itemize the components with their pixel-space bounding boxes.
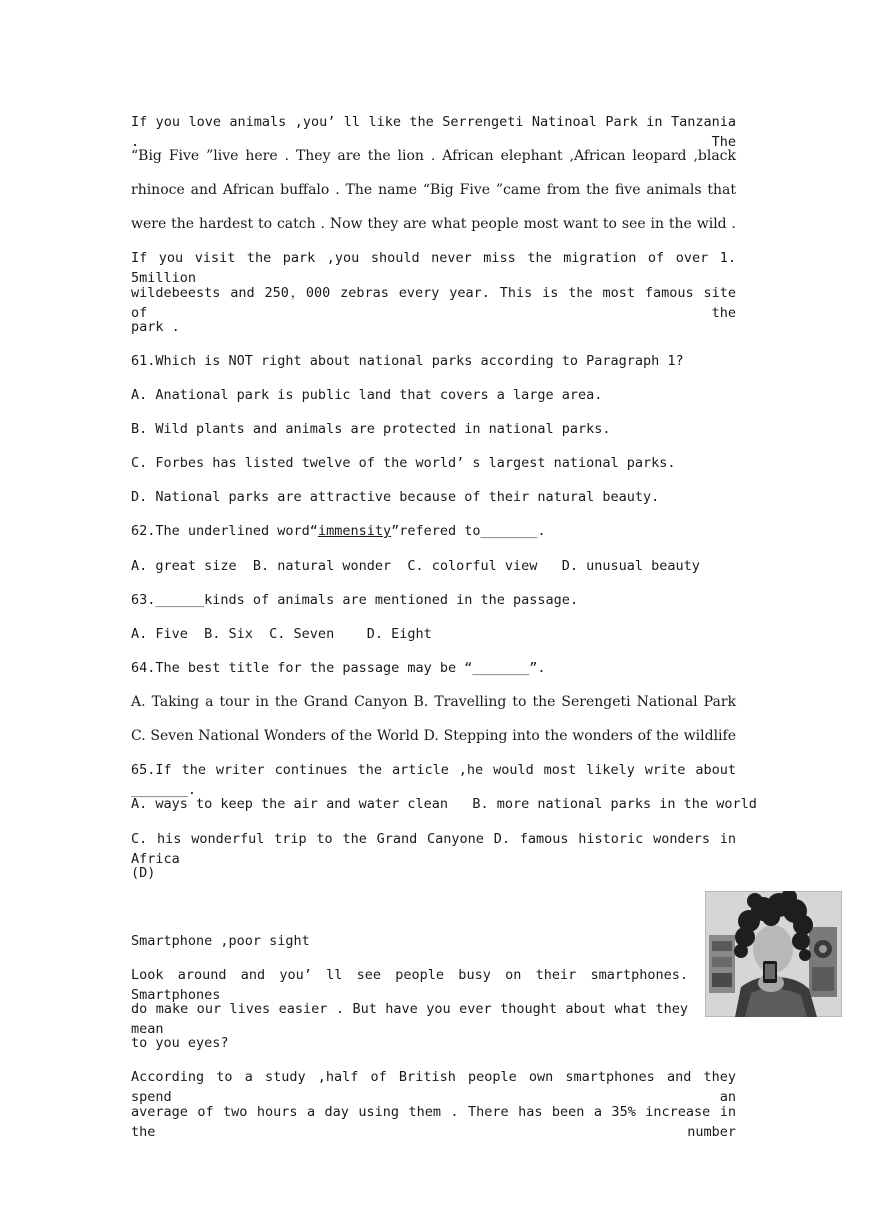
stem-after: ”refered to_______. [391, 523, 546, 539]
question-stem: 64.The best title for the passage may be “_______”. [131, 660, 546, 676]
passage-line: If you visit the park ,you should never miss the migration of over 1. 5million [131, 250, 736, 286]
passage-line: If you love animals ,you’ ll like the Serrengeti Natinoal Park in Tanzania . The [131, 114, 736, 150]
options-row: A. ways to keep the air and water clean B. more national parks in the world [131, 796, 757, 812]
section-label: (D) [131, 865, 156, 881]
question-stem [131, 521, 736, 541]
underlined-word: immensity [317, 523, 392, 539]
passage-line: rhinoce and African buffalo . The name “Big Five ”came from the five animals that [131, 182, 736, 198]
question-stem: 65.If the writer continues the article ,he would most likely write about _______. [131, 762, 736, 798]
question-stem: 61.Which is NOT right about national parks according to Paragraph 1? [131, 353, 684, 369]
passage-title: Smartphone ,poor sight [131, 933, 310, 949]
passage-line: do make our lives easier . But have you ever thought about what they mean [131, 1001, 688, 1037]
options-row: A. Five B. Six C. Seven D. Eight [131, 626, 432, 642]
passage-line: average of two hours a day using them . There has been a 35% increase in the number [131, 1104, 736, 1140]
stem-before: 62.The underlined word“ [131, 523, 318, 539]
option-d: D. National parks are attractive because of their natural beauty. [131, 489, 660, 505]
passage-line: According to a study ,half of British people own smartphones and they spend an [131, 1069, 736, 1105]
option-b: B. Wild plants and animals are protected in national parks. [131, 421, 611, 437]
passage-line: wildebeests and 250，000 zebras every year. This is the most famous site of the [131, 285, 736, 321]
passage-line: “Big Five ”live here . They are the lion . African elephant ,African leopard ,black [131, 148, 736, 164]
options-row: C. Seven National Wonders of the World D. Stepping into the wonders of the wildlife [131, 728, 736, 744]
options-row: A. great size B. natural wonder C. colorful view D. unusual beauty [131, 558, 700, 574]
question-stem: 63.______kinds of animals are mentioned in the passage. [131, 592, 579, 608]
passage-line: to you eyes? [131, 1035, 229, 1051]
option-c: C. Forbes has listed twelve of the world’ s largest national parks. [131, 455, 676, 471]
options-row: C. his wonderful trip to the Grand Canyone D. famous historic wonders in Africa [131, 831, 736, 867]
option-a: A. Anational park is public land that covers a large area. [131, 387, 603, 403]
passage-line: Look around and you’ ll see people busy on their smartphones. Smartphones [131, 967, 688, 1003]
options-row: A. Taking a tour in the Grand Canyon B. Travelling to the Serengeti National Park [131, 694, 736, 710]
passage-line: park . [131, 319, 180, 335]
passage-line: were the hardest to catch . Now they are what people most want to see in the wild . [131, 216, 736, 232]
smartphone-user-photo [705, 891, 842, 1017]
